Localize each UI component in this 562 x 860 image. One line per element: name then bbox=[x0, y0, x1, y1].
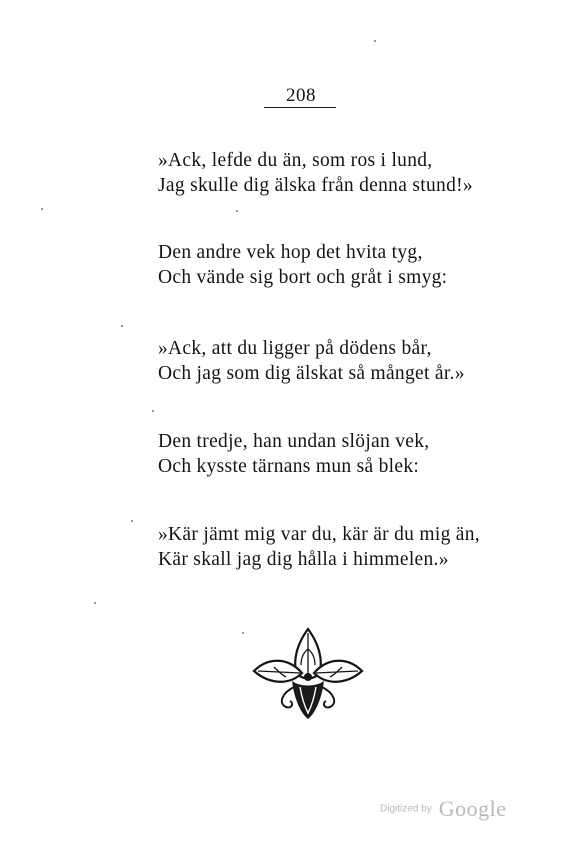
poem-line: »Ack, lefde du än, som ros i lund, bbox=[158, 150, 433, 171]
poem-line: »Kär jämt mig var du, kär är du mig än, bbox=[158, 524, 480, 545]
stanza-5 bbox=[158, 522, 480, 572]
stanza-4 bbox=[158, 429, 429, 479]
poem-line: Och vände sig bort och gråt i smyg: bbox=[158, 267, 448, 288]
paper-speck bbox=[236, 210, 238, 212]
poem-line: Kär skall jag dig hålla i himmelen.» bbox=[158, 549, 449, 570]
watermark-prefix: Digitized by bbox=[380, 803, 432, 815]
poem-line: Den andre vek hop det hvita tyg, bbox=[158, 242, 423, 263]
poem-line: Och kysste tärnans mun så blek: bbox=[158, 456, 420, 477]
poem-line: Och jag som dig älskat så månget år.» bbox=[158, 363, 465, 384]
page-number-rule bbox=[264, 107, 336, 108]
poem-line: Jag skulle dig älska från denna stund!» bbox=[158, 175, 473, 196]
paper-speck bbox=[131, 520, 133, 522]
paper-speck bbox=[41, 208, 43, 210]
digitized-by-google-watermark bbox=[380, 796, 506, 822]
stanza-3 bbox=[158, 336, 465, 386]
poem-line: Den tredje, han undan slöjan vek, bbox=[158, 431, 430, 452]
poem-line: »Ack, att du ligger på dödens bår, bbox=[158, 338, 432, 359]
google-logo: Google bbox=[438, 796, 507, 821]
paper-speck bbox=[242, 632, 244, 634]
paper-speck bbox=[374, 40, 376, 42]
page-number: 208 bbox=[286, 85, 316, 106]
paper-speck bbox=[121, 325, 123, 327]
stanza-1 bbox=[158, 148, 473, 198]
stanza-2 bbox=[158, 240, 447, 290]
paper-speck bbox=[152, 410, 154, 412]
leaf-ornament-icon bbox=[252, 627, 364, 725]
paper-speck bbox=[94, 602, 96, 604]
